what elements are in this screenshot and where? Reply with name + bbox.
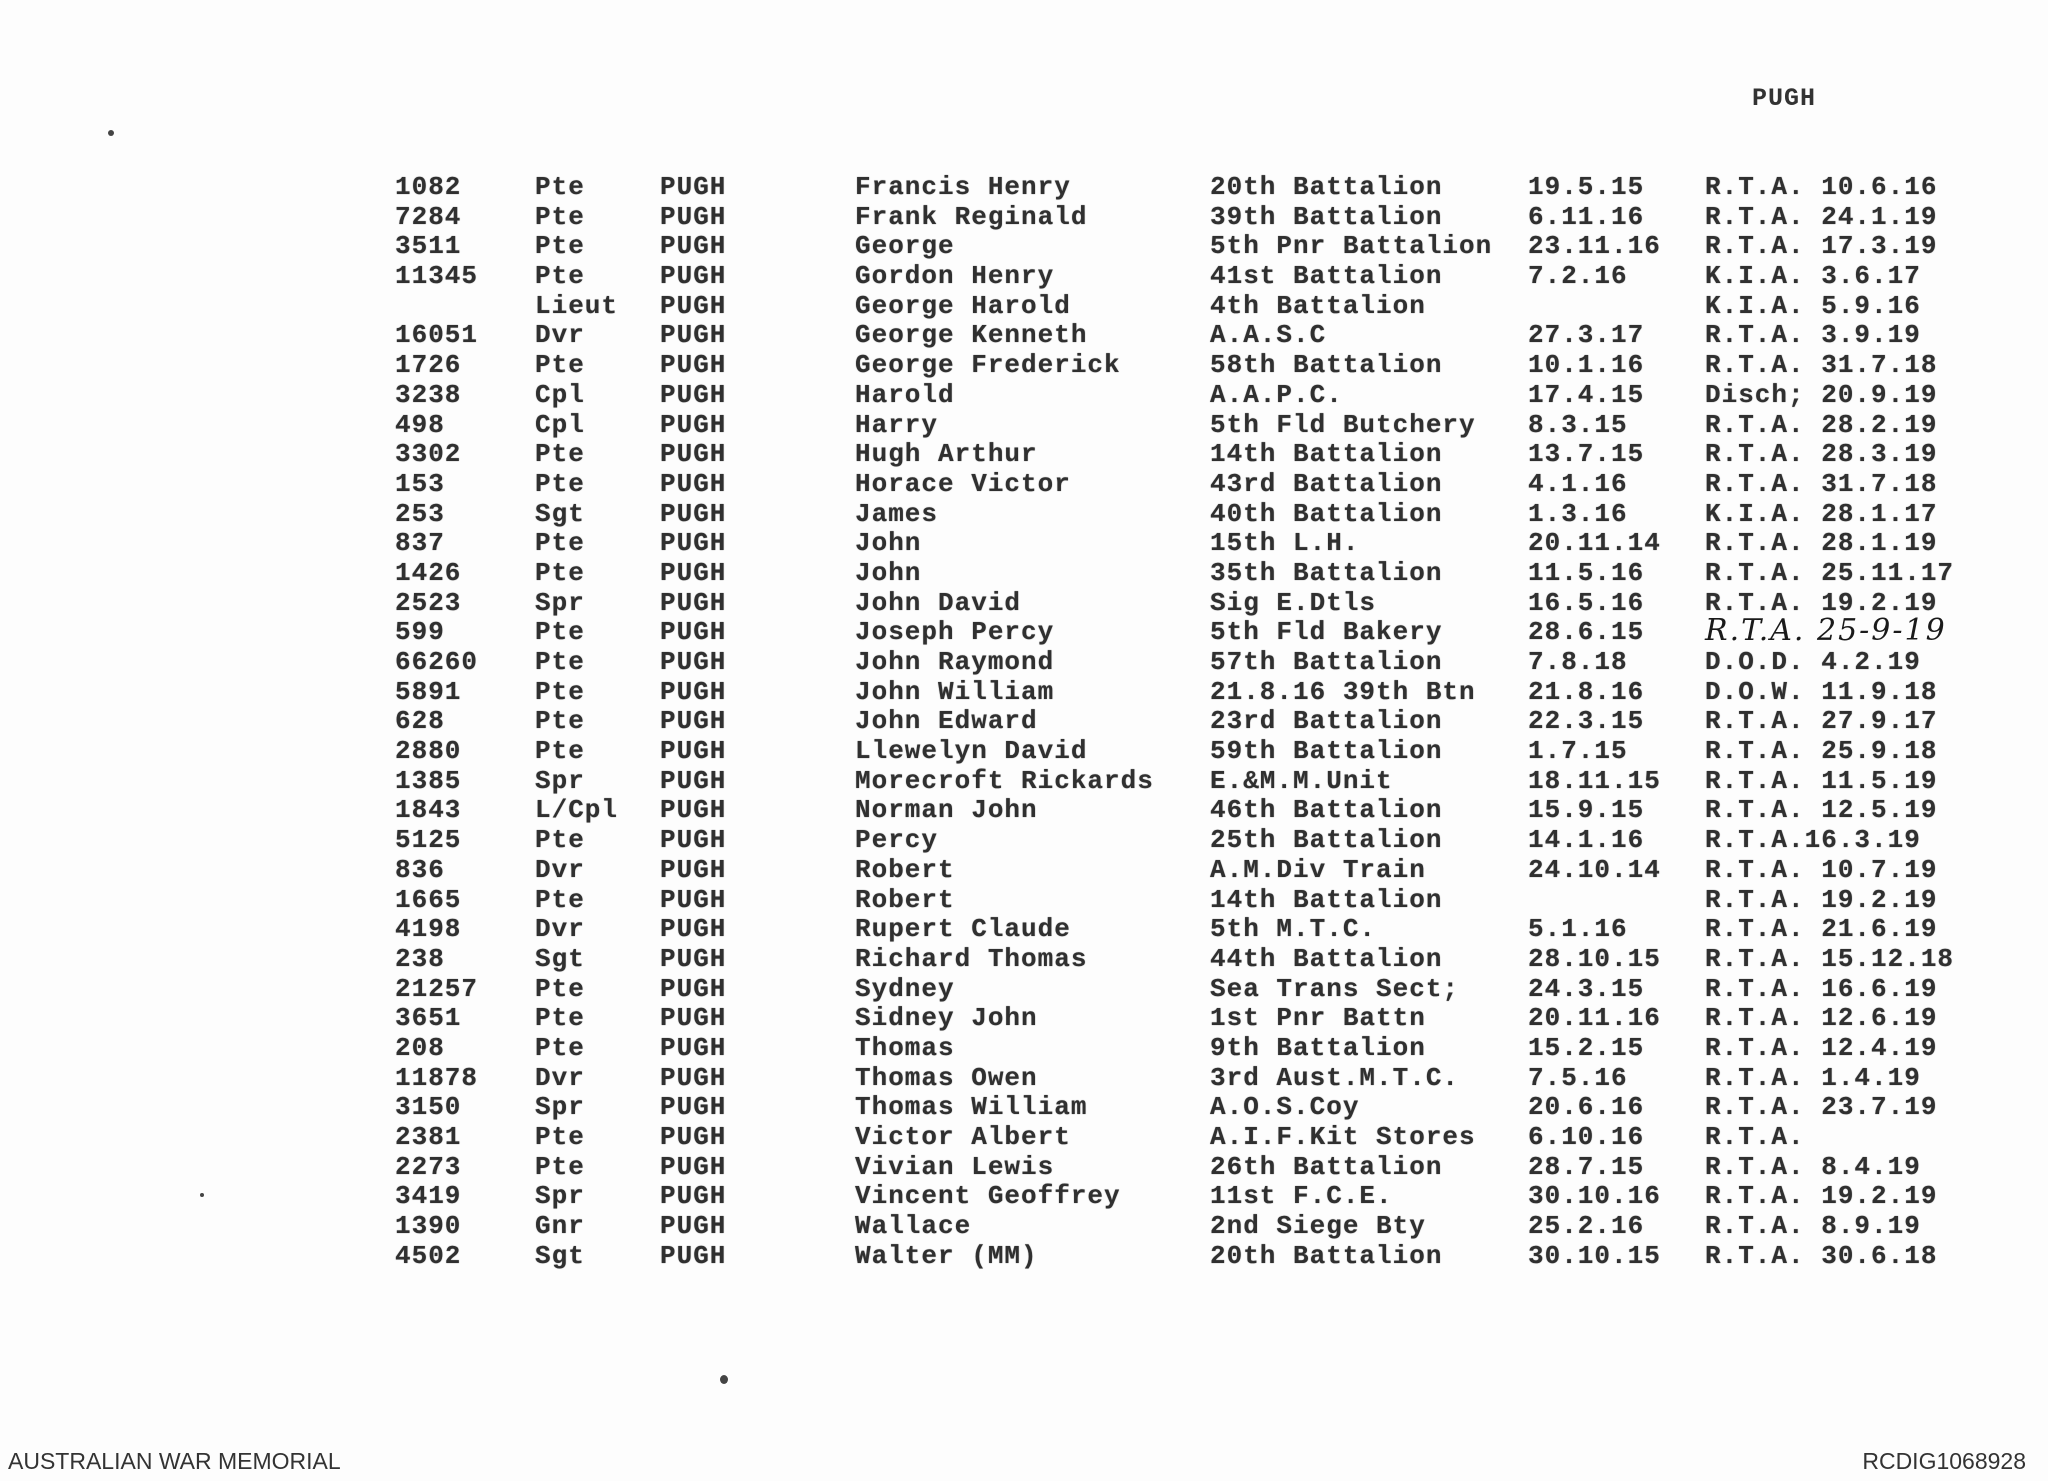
unit: 4th Battalion [1210,290,1426,321]
surname: PUGH [660,914,727,945]
roll-entry-row [380,439,2000,469]
given-names: Hugh Arthur [855,439,1038,470]
rank: Pte [535,468,585,499]
given-names: George Harold [855,290,1071,321]
enlistment-date: 28.6.15 [1528,617,1645,648]
roll-entry-row [380,558,2000,588]
service-number: 837 [395,528,445,559]
given-names: Victor Albert [855,1122,1071,1152]
rank: Pte [535,736,585,767]
surname: PUGH [660,1003,727,1034]
surname: PUGH [660,676,727,707]
fate: Disch; 20.9.19 [1705,379,1938,410]
service-number: 11878 [395,1062,479,1093]
fate: D.O.D. 4.2.19 [1705,647,1921,677]
fate: R.T.A. 27.9.17 [1705,706,1938,737]
fate: R.T.A. 30.6.18 [1705,1240,1938,1271]
surname: PUGH [660,379,727,410]
rank: Pte [535,617,585,648]
roll-entry-row [380,677,2000,707]
service-number: 11345 [395,261,479,292]
unit: 11st F.C.E. [1210,1181,1393,1212]
fate: K.I.A. 28.1.17 [1705,498,1938,529]
fate: R.T.A. 23.7.19 [1705,1092,1938,1123]
given-names: Harold [855,379,955,410]
given-names: Richard Thomas [855,943,1088,974]
roll-entry-row [380,320,2000,350]
rank: Pte [535,1151,585,1182]
unit: 3rd Aust.M.T.C. [1210,1062,1460,1093]
unit: 39th Battalion [1210,201,1443,232]
rank: Pte [535,973,585,1004]
roll-entry-row [380,795,2000,825]
surname: PUGH [660,617,727,648]
fate: R.T.A. 8.4.19 [1705,1151,1921,1182]
page-surname-heading: PUGH [1752,84,1817,113]
archive-credit: AUSTRALIAN WAR MEMORIAL [8,1448,341,1474]
unit: 43rd Battalion [1210,468,1443,499]
fate: R.T.A. 19.2.19 [1705,1181,1938,1212]
rank: Dvr [535,914,585,945]
unit: A.O.S.Coy [1210,1092,1360,1123]
enlistment-date: 20.11.16 [1528,1003,1661,1034]
surname: PUGH [660,1122,727,1152]
roll-entry-row [380,1211,2000,1241]
given-names: George [855,231,955,262]
roll-entry-row [380,855,2000,885]
roll-entry-row [380,944,2000,974]
unit: 44th Battalion [1210,943,1443,974]
rank: Dvr [535,320,585,351]
fate: R.T.A. 1.4.19 [1705,1062,1921,1093]
roll-entry-row [380,885,2000,915]
fate: R.T.A. 19.2.19 [1705,587,1938,618]
enlistment-date: 21.8.16 [1528,676,1645,707]
rank: Pte [535,261,585,292]
service-number: 4502 [395,1240,462,1271]
enlistment-date: 5.1.16 [1528,914,1628,945]
service-number: 628 [395,706,445,737]
roll-entry-row [380,231,2000,261]
unit: Sig E.Dtls [1210,587,1377,618]
enlistment-date: 13.7.15 [1528,439,1645,470]
service-number: 66260 [395,647,479,677]
fate: K.I.A. 5.9.16 [1705,290,1921,321]
given-names: George Frederick [855,350,1121,381]
given-names: Thomas William [855,1092,1088,1123]
enlistment-date: 20.6.16 [1528,1092,1645,1123]
ink-speck [200,1193,204,1197]
rank: Pte [535,528,585,559]
surname: PUGH [660,854,727,885]
rank: Pte [535,1003,585,1034]
enlistment-date: 28.10.15 [1528,943,1661,974]
fate: R.T.A. 8.9.19 [1705,1211,1921,1242]
given-names: John Raymond [855,647,1055,677]
unit: A.M.Div Train [1210,854,1426,885]
given-names: Walter (MM) [855,1240,1038,1271]
given-names: Thomas [855,1032,955,1063]
given-names: John [855,528,922,559]
service-number: 1665 [395,884,462,915]
rank: Spr [535,587,585,618]
unit: 20th Battalion [1210,172,1443,202]
service-number: 3511 [395,231,462,262]
rank: Pte [535,172,585,202]
given-names: John William [855,676,1055,707]
enlistment-date: 19.5.15 [1528,172,1645,202]
fate: R.T.A. 16.6.19 [1705,973,1938,1004]
rank: Pte [535,231,585,262]
enlistment-date: 30.10.16 [1528,1181,1661,1212]
fate: R.T.A. 25-9-19 [1705,613,1947,649]
service-number: 253 [395,498,445,529]
given-names: Frank Reginald [855,201,1088,232]
unit: 1st Pnr Battn [1210,1003,1426,1034]
roll-entry-row [380,202,2000,232]
unit: 15th L.H. [1210,528,1360,559]
unit: 59th Battalion [1210,736,1443,767]
rank: Pte [535,647,585,677]
fate: R.T.A. 28.3.19 [1705,439,1938,470]
service-number: 16051 [395,320,479,351]
fate: R.T.A. 12.4.19 [1705,1032,1938,1063]
rank: Gnr [535,1211,585,1242]
given-names: James [855,498,939,529]
given-names: Wallace [855,1211,972,1242]
unit: E.&M.M.Unit [1210,765,1393,796]
service-number: 1843 [395,795,462,826]
rank: L/Cpl [535,795,619,826]
rank: Pte [535,350,585,381]
roll-entry-row [380,380,2000,410]
roll-entry-row [380,613,2000,649]
service-number: 3419 [395,1181,462,1212]
roll-entry-row [380,528,2000,558]
enlistment-date: 25.2.16 [1528,1211,1645,1242]
enlistment-date: 23.11.16 [1528,231,1661,262]
service-number: 1385 [395,765,462,796]
unit: A.A.S.C [1210,320,1327,351]
surname: PUGH [660,706,727,737]
unit: 35th Battalion [1210,557,1443,588]
roll-entry-row [380,1241,2000,1271]
fate: R.T.A. 12.5.19 [1705,795,1938,826]
rank: Spr [535,765,585,796]
surname: PUGH [660,201,727,232]
unit: 5th Pnr Battalion [1210,231,1493,262]
service-number: 1082 [395,172,462,202]
rank: Dvr [535,854,585,885]
enlistment-date: 14.1.16 [1528,825,1645,856]
enlistment-date: 7.2.16 [1528,261,1628,292]
surname: PUGH [660,1181,727,1212]
fate: R.T.A. 17.3.19 [1705,231,1938,262]
roll-entry-row [380,647,2000,677]
surname: PUGH [660,557,727,588]
unit: 9th Battalion [1210,1032,1426,1063]
surname: PUGH [660,973,727,1004]
service-number: 21257 [395,973,479,1004]
surname: PUGH [660,1092,727,1123]
enlistment-date: 11.5.16 [1528,557,1645,588]
given-names: Francis Henry [855,172,1071,202]
given-names: Thomas Owen [855,1062,1038,1093]
service-number: 238 [395,943,445,974]
enlistment-date: 30.10.15 [1528,1240,1661,1271]
roll-entry-row [380,1003,2000,1033]
enlistment-date: 6.11.16 [1528,201,1645,232]
fate: R.T.A. [1705,1122,1805,1152]
fate: R.T.A. 24.1.19 [1705,201,1938,232]
surname: PUGH [660,943,727,974]
given-names: George Kenneth [855,320,1088,351]
unit: 26th Battalion [1210,1151,1443,1182]
unit: 2nd Siege Bty [1210,1211,1426,1242]
enlistment-date: 24.10.14 [1528,854,1661,885]
enlistment-date: 10.1.16 [1528,350,1645,381]
rank: Pte [535,439,585,470]
surname: PUGH [660,647,727,677]
unit: A.A.P.C. [1210,379,1343,410]
fate: R.T.A. 11.5.19 [1705,765,1938,796]
unit: 5th Fld Bakery [1210,617,1443,648]
rank: Pte [535,884,585,915]
unit: 21.8.16 39th Btn [1210,676,1476,707]
surname: PUGH [660,795,727,826]
ink-speck [108,130,114,136]
rank: Pte [535,1032,585,1063]
given-names: John David [855,587,1022,618]
rank: Spr [535,1092,585,1123]
enlistment-date: 24.3.15 [1528,973,1645,1004]
given-names: Sydney [855,973,955,1004]
ink-speck [720,1375,728,1384]
given-names: Rupert Claude [855,914,1071,945]
unit: 58th Battalion [1210,350,1443,381]
unit: 14th Battalion [1210,884,1443,915]
fate: R.T.A. 28.2.19 [1705,409,1938,440]
rank: Pte [535,676,585,707]
enlistment-date: 1.3.16 [1528,498,1628,529]
fate: R.T.A. 10.7.19 [1705,854,1938,885]
unit: 57th Battalion [1210,647,1443,677]
unit: Sea Trans Sect; [1210,973,1460,1004]
service-number: 5125 [395,825,462,856]
surname: PUGH [660,261,727,292]
given-names: Vivian Lewis [855,1151,1055,1182]
surname: PUGH [660,825,727,856]
unit: 46th Battalion [1210,795,1443,826]
enlistment-date: 7.8.18 [1528,647,1628,677]
service-number: 3651 [395,1003,462,1034]
surname: PUGH [660,290,727,321]
rank: Spr [535,1181,585,1212]
fate: R.T.A. 25.11.17 [1705,557,1955,588]
service-number: 3302 [395,439,462,470]
fate: R.T.A. 21.6.19 [1705,914,1938,945]
rank: Dvr [535,1062,585,1093]
unit: 41st Battalion [1210,261,1443,292]
fate: R.T.A. 10.6.16 [1705,172,1938,202]
unit: 14th Battalion [1210,439,1443,470]
surname: PUGH [660,528,727,559]
given-names: Vincent Geoffrey [855,1181,1121,1212]
enlistment-date: 16.5.16 [1528,587,1645,618]
given-names: Sidney John [855,1003,1038,1034]
service-number: 7284 [395,201,462,232]
fate: R.T.A.16.3.19 [1705,825,1921,856]
service-number: 208 [395,1032,445,1063]
fate: R.T.A. 31.7.18 [1705,468,1938,499]
roll-entry-row [380,1152,2000,1182]
roll-entry-row [380,914,2000,944]
rank: Sgt [535,498,585,529]
given-names: Gordon Henry [855,261,1055,292]
service-number: 1726 [395,350,462,381]
given-names: Joseph Percy [855,617,1055,648]
surname: PUGH [660,468,727,499]
given-names: Llewelyn David [855,736,1088,767]
roll-entry-row [380,410,2000,440]
rank: Lieut [535,290,619,321]
enlistment-date: 8.3.15 [1528,409,1628,440]
service-number: 836 [395,854,445,885]
fate: D.O.W. 11.9.18 [1705,676,1938,707]
enlistment-date: 18.11.15 [1528,765,1661,796]
given-names: Robert [855,884,955,915]
given-names: Horace Victor [855,468,1071,499]
enlistment-date: 4.1.16 [1528,468,1628,499]
unit: 20th Battalion [1210,1240,1443,1271]
surname: PUGH [660,350,727,381]
rank: Pte [535,201,585,232]
unit: 25th Battalion [1210,825,1443,856]
enlistment-date: 22.3.15 [1528,706,1645,737]
surname: PUGH [660,736,727,767]
roll-entry-row [380,172,2000,202]
service-number: 3238 [395,379,462,410]
enlistment-date: 15.9.15 [1528,795,1645,826]
rank: Sgt [535,1240,585,1271]
service-number: 599 [395,617,445,648]
enlistment-date: 20.11.14 [1528,528,1661,559]
roll-entry-row [380,1092,2000,1122]
surname: PUGH [660,1062,727,1093]
fate: R.T.A. 28.1.19 [1705,528,1938,559]
surname: PUGH [660,498,727,529]
service-number: 498 [395,409,445,440]
fate: R.T.A. 3.9.19 [1705,320,1921,351]
roll-entry-row [380,1181,2000,1211]
surname: PUGH [660,320,727,351]
service-number: 1390 [395,1211,462,1242]
fate: R.T.A. 12.6.19 [1705,1003,1938,1034]
given-names: John [855,557,922,588]
rank: Cpl [535,409,585,440]
service-number: 3150 [395,1092,462,1123]
service-number: 5891 [395,676,462,707]
service-number: 2381 [395,1122,462,1152]
rank: Cpl [535,379,585,410]
service-number: 153 [395,468,445,499]
surname: PUGH [660,1240,727,1271]
enlistment-date: 28.7.15 [1528,1151,1645,1182]
surname: PUGH [660,172,727,202]
service-number: 1426 [395,557,462,588]
rank: Pte [535,706,585,737]
roll-entry-row [380,1122,2000,1152]
unit: 40th Battalion [1210,498,1443,529]
given-names: Morecroft Rickards [855,765,1154,796]
enlistment-date: 6.10.16 [1528,1122,1645,1152]
enlistment-date: 7.5.16 [1528,1062,1628,1093]
surname: PUGH [660,409,727,440]
unit: A.I.F.Kit Stores [1210,1122,1476,1152]
rank: Pte [535,557,585,588]
service-number: 2523 [395,587,462,618]
fate: R.T.A. 31.7.18 [1705,350,1938,381]
fate: R.T.A. 25.9.18 [1705,736,1938,767]
given-names: Robert [855,854,955,885]
roll-entry-row [380,469,2000,499]
unit: 5th Fld Butchery [1210,409,1476,440]
surname: PUGH [660,884,727,915]
given-names: Percy [855,825,939,856]
service-number: 2273 [395,1151,462,1182]
enlistment-date: 15.2.15 [1528,1032,1645,1063]
roll-entry-row [380,736,2000,766]
roll-entry-row [380,1063,2000,1093]
given-names: Harry [855,409,939,440]
roll-entry-row [380,825,2000,855]
surname: PUGH [660,1211,727,1242]
enlistment-date: 1.7.15 [1528,736,1628,767]
fate: R.T.A. 15.12.18 [1705,943,1955,974]
roll-entry-row [380,350,2000,380]
roll-entry-row [380,261,2000,291]
unit: 5th M.T.C. [1210,914,1377,945]
surname: PUGH [660,231,727,262]
roll-entry-row [380,974,2000,1004]
enlistment-date: 27.3.17 [1528,320,1645,351]
surname: PUGH [660,1151,727,1182]
fate: K.I.A. 3.6.17 [1705,261,1921,292]
roll-entry-row [380,706,2000,736]
surname: PUGH [660,765,727,796]
given-names: John Edward [855,706,1038,737]
enlistment-date: 17.4.15 [1528,379,1645,410]
surname: PUGH [660,439,727,470]
service-number: 2880 [395,736,462,767]
roll-entry-row [380,499,2000,529]
roll-entry-row [380,1033,2000,1063]
archive-reference-id: RCDIG1068928 [1862,1448,2026,1474]
roll-entry-row [380,766,2000,796]
roll-entry-row [380,291,2000,321]
surname: PUGH [660,587,727,618]
nominal-roll-list [380,172,2000,1270]
service-number: 4198 [395,914,462,945]
surname: PUGH [660,1032,727,1063]
unit: 23rd Battalion [1210,706,1443,737]
rank: Sgt [535,943,585,974]
rank: Pte [535,1122,585,1152]
given-names: Norman John [855,795,1038,826]
rank: Pte [535,825,585,856]
fate: R.T.A. 19.2.19 [1705,884,1938,915]
